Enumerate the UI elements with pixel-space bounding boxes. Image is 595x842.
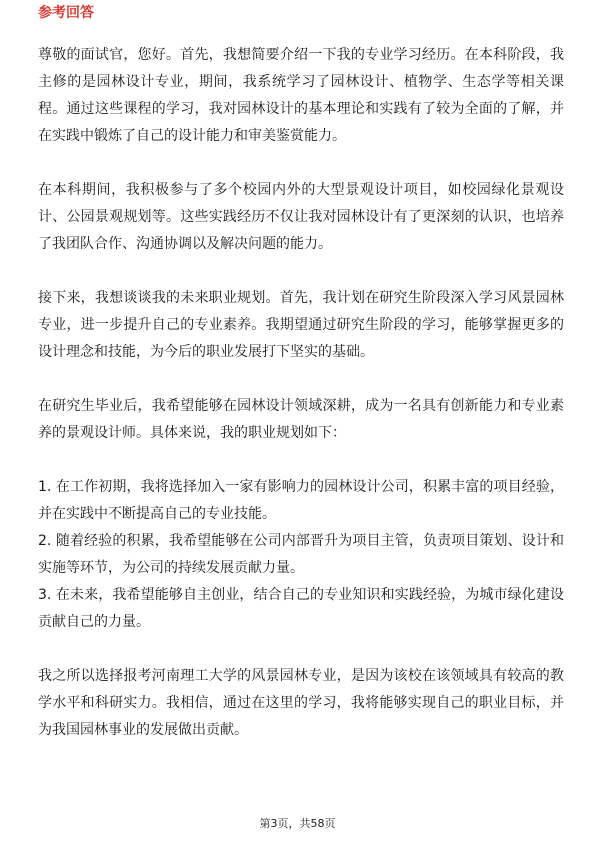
list-item: 3. 在未来，我希望能够自主创业，结合自己的专业知识和实践经验，为城市绿化建设贡献自己的力量。 bbox=[38, 587, 564, 630]
list-item: 1. 在工作初期，我将选择加入一家有影响力的园林设计公司，积累丰富的项目经验，并在实践中不断提高自己的专业技能。 bbox=[38, 479, 564, 522]
answer-heading: 参考回答 bbox=[38, 5, 94, 21]
answer-body bbox=[38, 42, 564, 771]
list-item: 2. 随着经验的积累，我希望能够在公司内部晋升为项目主管，负责项目策划、设计和实施等环节，为公司的持续发展贡献力量。 bbox=[38, 533, 564, 576]
paragraph-intro: 尊敬的面试官，您好。首先，我想简要介绍一下我的专业学习经历。在本科阶段，我主修的是园林设计专业，期间，我系统学习了园林设计、植物学、生态学等相关课程。通过这些课程的学习，我对园林设计的基本理论和实践有了较为全面的了解，并在实践中锻炼了自己的设计能力和审美鉴赏能力。 bbox=[38, 47, 564, 144]
career-plan-list bbox=[38, 474, 564, 636]
paragraph-career-plan: 在研究生毕业后，我希望能够在园林设计领域深耕，成为一名具有创新能力和专业素养的景观设计师。具体来说，我的职业规划如下： bbox=[38, 398, 564, 441]
paragraph-projects: 在本科期间，我积极参与了多个校园内外的大型景观设计项目，如校园绿化景观设计、公园景观规划等。这些实践经历不仅让我对园林设计有了更深刻的认识，也培养了我团队合作、沟通协调以及解决问题的能力。 bbox=[38, 182, 564, 252]
paragraph-graduate-plan: 接下来，我想谈谈我的未来职业规划。首先，我计划在研究生阶段深入学习风景园林专业，进一步提升自己的专业素养。我期望通过研究生阶段的学习，能够掌握更多的设计理念和技能，为今后的职业发展打下坚实的基础。 bbox=[38, 290, 564, 360]
paragraph-closing: 我之所以选择报考河南理工大学的风景园林专业，是因为该校在该领域具有较高的教学水平和科研实力。我相信，通过在这里的学习，我将能够实现自己的职业目标，并为我国园林事业的发展做出贡献。 bbox=[38, 668, 564, 738]
page-number: 第3页，共58页 bbox=[259, 817, 336, 830]
